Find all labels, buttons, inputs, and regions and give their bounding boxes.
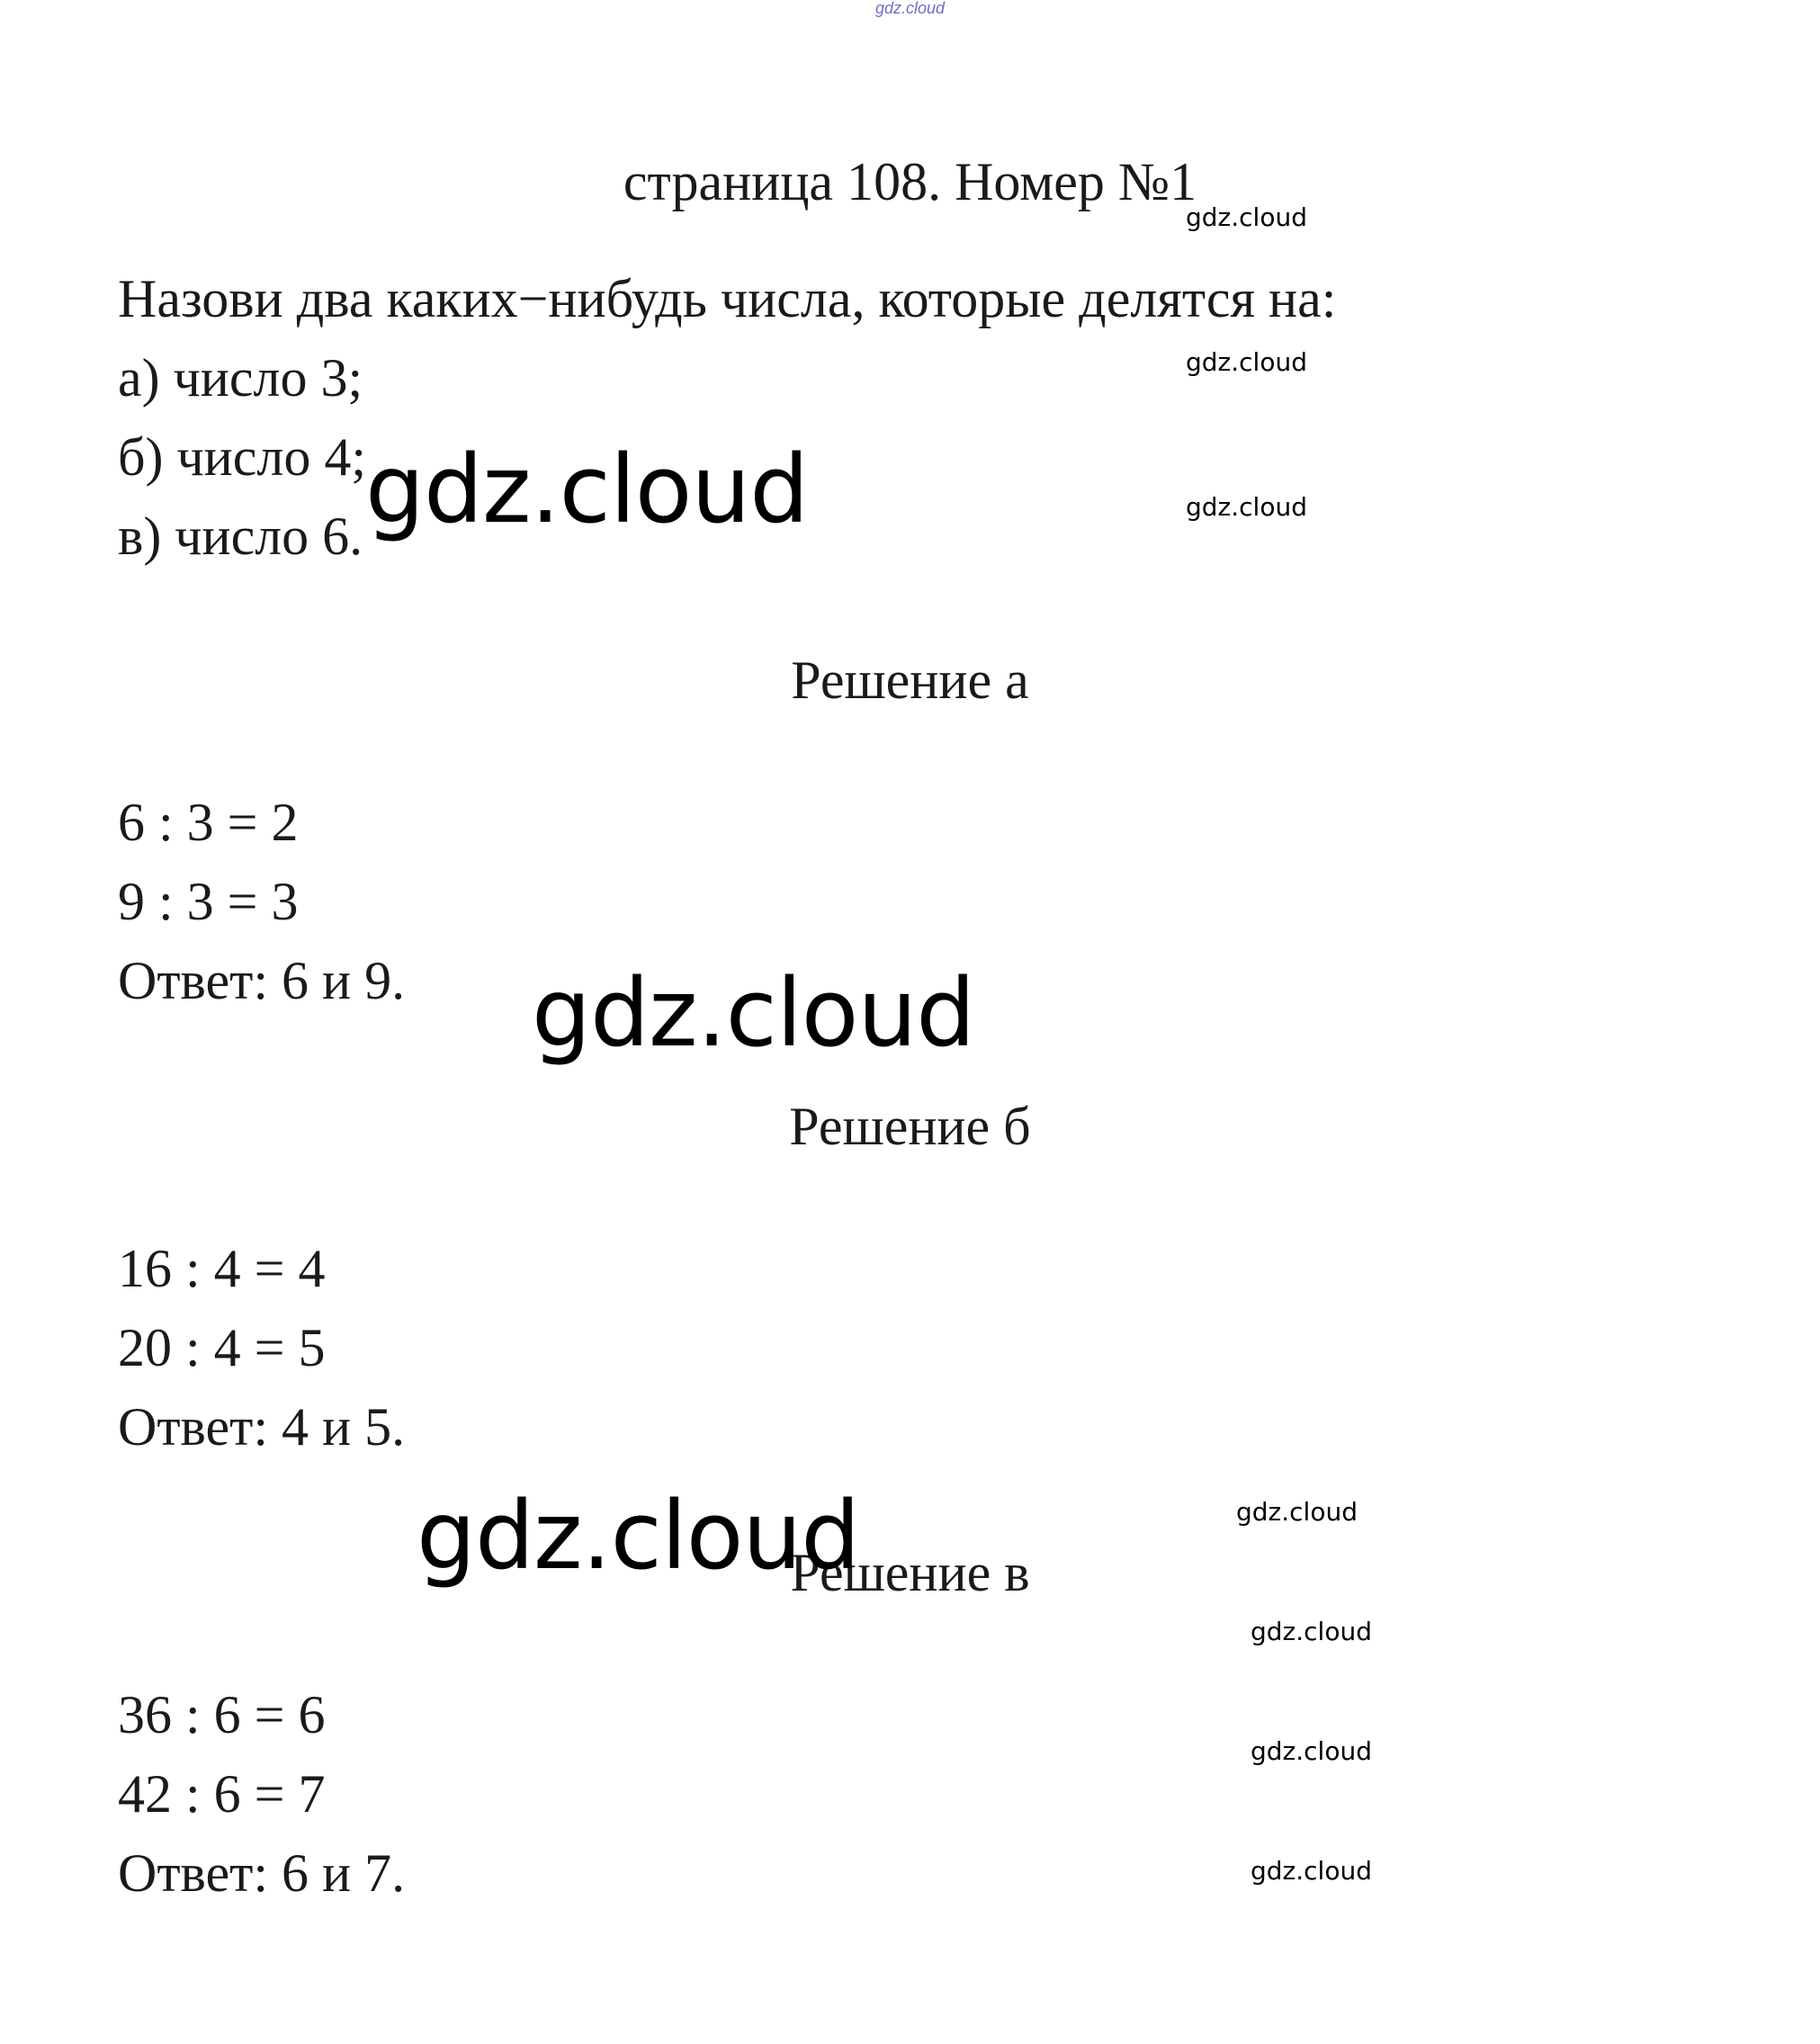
- solution-a-heading: Решение а: [791, 650, 1029, 710]
- solution-a-line-2: 9 : 3 = 3: [118, 872, 299, 931]
- watermark-small: gdz.cloud: [1236, 1497, 1358, 1527]
- solution-b-heading: Решение б: [789, 1097, 1031, 1156]
- solution-c-line-2: 42 : 6 = 7: [118, 1764, 326, 1824]
- solution-c-answer: Ответ: 6 и 7.: [118, 1843, 406, 1903]
- watermark-small: gdz.cloud: [1251, 1736, 1372, 1766]
- task-item-b: б) число 4;: [118, 427, 367, 487]
- solution-b-line-1: 16 : 4 = 4: [118, 1239, 326, 1298]
- solution-a-answer: Ответ: 6 и 9.: [118, 951, 406, 1010]
- solution-a-line-1: 6 : 3 = 2: [118, 793, 299, 852]
- watermark-small: gdz.cloud: [1251, 1856, 1372, 1886]
- watermark-large: gdz.cloud: [365, 435, 809, 544]
- watermark-small: gdz.cloud: [1186, 492, 1307, 522]
- solution-c-heading: Решение в: [790, 1543, 1030, 1602]
- watermark-small: gdz.cloud: [1186, 347, 1307, 377]
- task-item-a: а) число 3;: [118, 348, 363, 408]
- watermark-large: gdz.cloud: [417, 1481, 860, 1591]
- task-question: Назови два каких−нибудь числа, которые делятся на:: [118, 269, 1337, 328]
- task-item-c: в) число 6.: [118, 507, 363, 566]
- top-watermark: gdz.cloud: [874, 0, 946, 17]
- watermark-large: gdz.cloud: [532, 958, 975, 1068]
- solution-c-line-1: 36 : 6 = 6: [118, 1685, 326, 1744]
- page-title: страница 108. Номер №1: [623, 152, 1197, 211]
- solution-b-answer: Ответ: 4 и 5.: [118, 1397, 406, 1457]
- solution-b-line-2: 20 : 4 = 5: [118, 1318, 326, 1377]
- watermark-small: gdz.cloud: [1186, 202, 1307, 232]
- watermark-small: gdz.cloud: [1251, 1617, 1372, 1646]
